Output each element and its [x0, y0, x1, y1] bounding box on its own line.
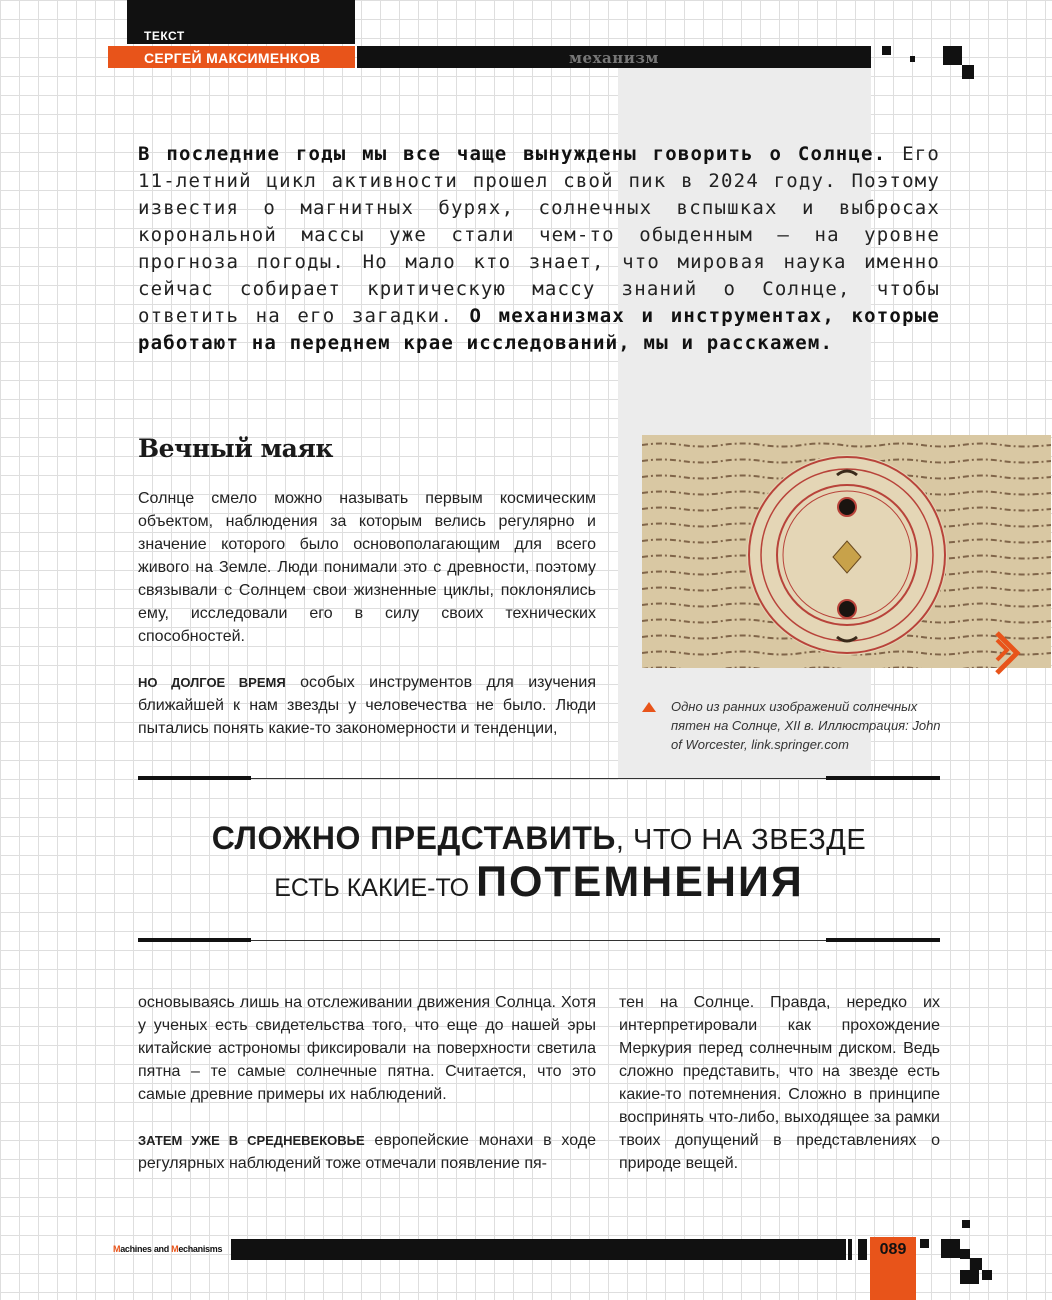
divider-accent — [826, 776, 940, 780]
column-1-paragraph-1: основываясь лишь на отслеживании движения Солнца. Хотя у ученых есть свидетельства того, что еще до нашей эры китайские астрономы фиксировали на поверхности светила пятна – те самые солнечные пятна. Считается, что это самые древние примеры их наблюдений. — [138, 994, 596, 1103]
paragraph-1: Солнце смело можно называть первым космическим объектом, наблюдения за которым велись регулярно и значение которого было основополагающим для всего живого на Земле. Люди понимали это с древности, поэтому связывали с Солнцем свои жизненные циклы, поклонялись ему, исследовали его в силу своих технических способностей. — [138, 490, 596, 645]
divider-accent — [138, 776, 251, 780]
lead-bold-start: В последние годы мы все чаще вынуждены говорить о Солнце. — [138, 143, 887, 165]
column-1-paragraph-2-lead: ЗАТЕМ УЖЕ В СРЕДНЕВЕКОВЬЕ — [138, 1133, 365, 1148]
paragraph-2-text: особых инструментов для изучения ближайшей к нам звезды у человечества не было. Люди пытались понять какие-то закономерности и тенденции, — [138, 674, 596, 737]
divider — [138, 778, 940, 779]
subheading: Вечный маяк — [138, 434, 333, 463]
footer-bar — [231, 1239, 846, 1260]
caption-triangle-icon — [642, 702, 656, 712]
lead-paragraph — [138, 141, 940, 357]
section-title: механизм — [569, 49, 659, 67]
pullquote-bold-2: ПОТЕМНЕНИЯ — [476, 858, 804, 906]
page-number: 089 — [879, 1241, 907, 1258]
paragraph-2-lead: НО ДОЛГОЕ ВРЕМЯ — [138, 675, 286, 690]
divider-accent — [826, 938, 940, 942]
pullquote-bold-1: СЛОЖНО ПРЕДСТАВИТЬ — [211, 820, 616, 856]
brand-logo: Machines and Mechanisms — [113, 1244, 223, 1254]
pullquote-text-2: ЕСТЬ КАКИЕ-ТО — [274, 874, 477, 902]
lead-text: Его 11-летний цикл активности прошел свой пик в 2024 году. Поэтому известия о магнитных бурях, солнечных вспышках и выбросах корональной массы уже стали чем-то обыденным – на уровне прогноза погоды. Но мало кто знает, что мировая наука именно сейчас собирает критическую массу знаний о Солнце, чтобы ответить на его загадки. — [138, 143, 941, 327]
pullquote-line-2 — [138, 858, 940, 907]
chevron-right-icon — [992, 628, 1032, 678]
pullquote-line-1 — [138, 820, 940, 857]
header-label: ТЕКСТ — [144, 29, 185, 43]
column-2-paragraph-1: тен на Солнце. Правда, нередко их интерпретировали как прохождение Меркурия перед солнечным диском. Ведь сложно представить, что на звезде есть какие-то потемнения. Сложно в принципе воспринять что-либо, выходящее за рамки твоих допущений в представлениях о природе вещей. — [619, 994, 940, 1172]
divider-accent — [138, 938, 251, 942]
divider — [138, 940, 940, 941]
lead-bold-end: О механизмах и инструментах, которые работают на переднем крае исследований, мы и расскажем. — [138, 305, 940, 354]
manuscript-image — [642, 435, 1051, 668]
figure-caption: Одно из ранних изображений солнечных пятен на Солнце, XII в. Иллюстрация: John of Worcester, link.springer.com — [671, 699, 941, 752]
pullquote-rest-1: , ЧТО НА ЗВЕЗДЕ — [615, 824, 867, 856]
author-name: СЕРГЕЙ МАКСИМЕНКОВ — [144, 50, 321, 66]
column-1-paragraph-2-text: европейские монахи в ходе регулярных наблюдений тоже отмечали появление пя- — [138, 1132, 596, 1172]
column-1-paragraph-2 — [138, 1129, 596, 1175]
paragraph-2 — [138, 671, 596, 740]
